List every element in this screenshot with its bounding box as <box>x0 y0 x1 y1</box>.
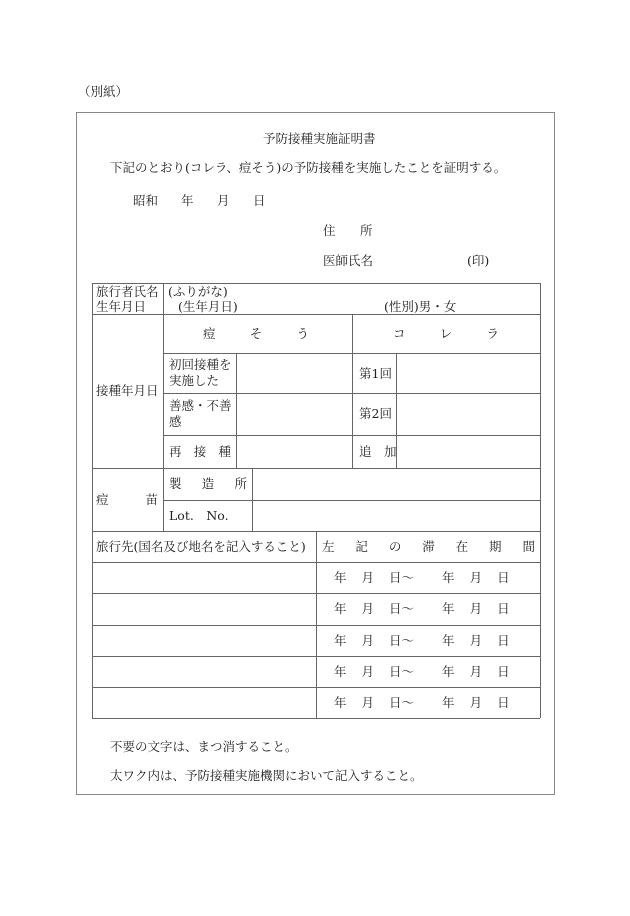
cholera-dose-1-label: 第1回 <box>359 366 392 381</box>
address-label-1: 住 <box>323 223 336 238</box>
note-bold-frame: 太ワク内は、予防接種実施機関において記入すること。 <box>110 768 423 783</box>
stay-period-row[interactable]: 年 月 日〜 年 月 日 <box>334 601 510 616</box>
first-vaccination-label-2: 実施した <box>169 373 220 388</box>
vaccine-label: 痘 苗 <box>96 492 158 507</box>
reaction-label-1: 善感・不善 <box>169 398 232 413</box>
furigana-field[interactable]: (ふりがな) <box>168 284 228 299</box>
note-strikethrough: 不要の文字は、まつ消すること。 <box>110 739 298 754</box>
stay-period-header: 左 記 の 滞 在 期 間 <box>322 539 535 554</box>
date-day: 日 <box>253 193 266 208</box>
certificate-title: 予防接種実施証明書 <box>263 131 376 146</box>
vaccination-date-label: 接種年月日 <box>96 383 159 398</box>
cholera-header: コ レ ラ <box>393 326 499 341</box>
certificate-statement: 下記のとおり(コレラ、痘そう)の予防接種を実施したことを証明する。 <box>110 160 507 175</box>
date-era: 昭和 <box>133 193 159 208</box>
doctor-name-label: 医師氏名 <box>323 253 374 268</box>
stay-period-row[interactable]: 年 月 日〜 年 月 日 <box>334 570 510 585</box>
cholera-dose-2-label: 第2回 <box>359 406 392 421</box>
cholera-booster-label: 追 加 <box>359 444 397 459</box>
stay-period-row[interactable]: 年 月 日〜 年 月 日 <box>334 664 510 679</box>
first-vaccination-label-1: 初回接種を <box>169 357 232 372</box>
traveler-name-label: 旅行者氏名 <box>96 284 159 299</box>
reaction-label-2: 感 <box>169 414 182 429</box>
attachment-label: （別紙） <box>78 84 129 99</box>
date-year: 年 <box>181 193 194 208</box>
sex-field[interactable]: (性別)男・女 <box>384 299 457 314</box>
smallpox-header: 痘 そ う <box>203 326 309 341</box>
stay-period-row[interactable]: 年 月 日〜 年 月 日 <box>334 695 510 710</box>
seal-label: (印) <box>467 253 490 268</box>
lot-number-label: Lot. No. <box>169 508 229 523</box>
address-label-2: 所 <box>360 223 373 238</box>
stay-period-row[interactable]: 年 月 日〜 年 月 日 <box>334 633 510 648</box>
traveler-birthdate-label: 生年月日 <box>96 299 147 314</box>
destination-header: 旅行先(国名及び地名を記入すること) <box>96 539 306 554</box>
manufacturer-label: 製 造 所 <box>169 476 247 491</box>
date-month: 月 <box>217 193 230 208</box>
birthdate-field[interactable]: (生年月日) <box>178 299 238 314</box>
revaccination-label: 再 接 種 <box>169 444 231 459</box>
